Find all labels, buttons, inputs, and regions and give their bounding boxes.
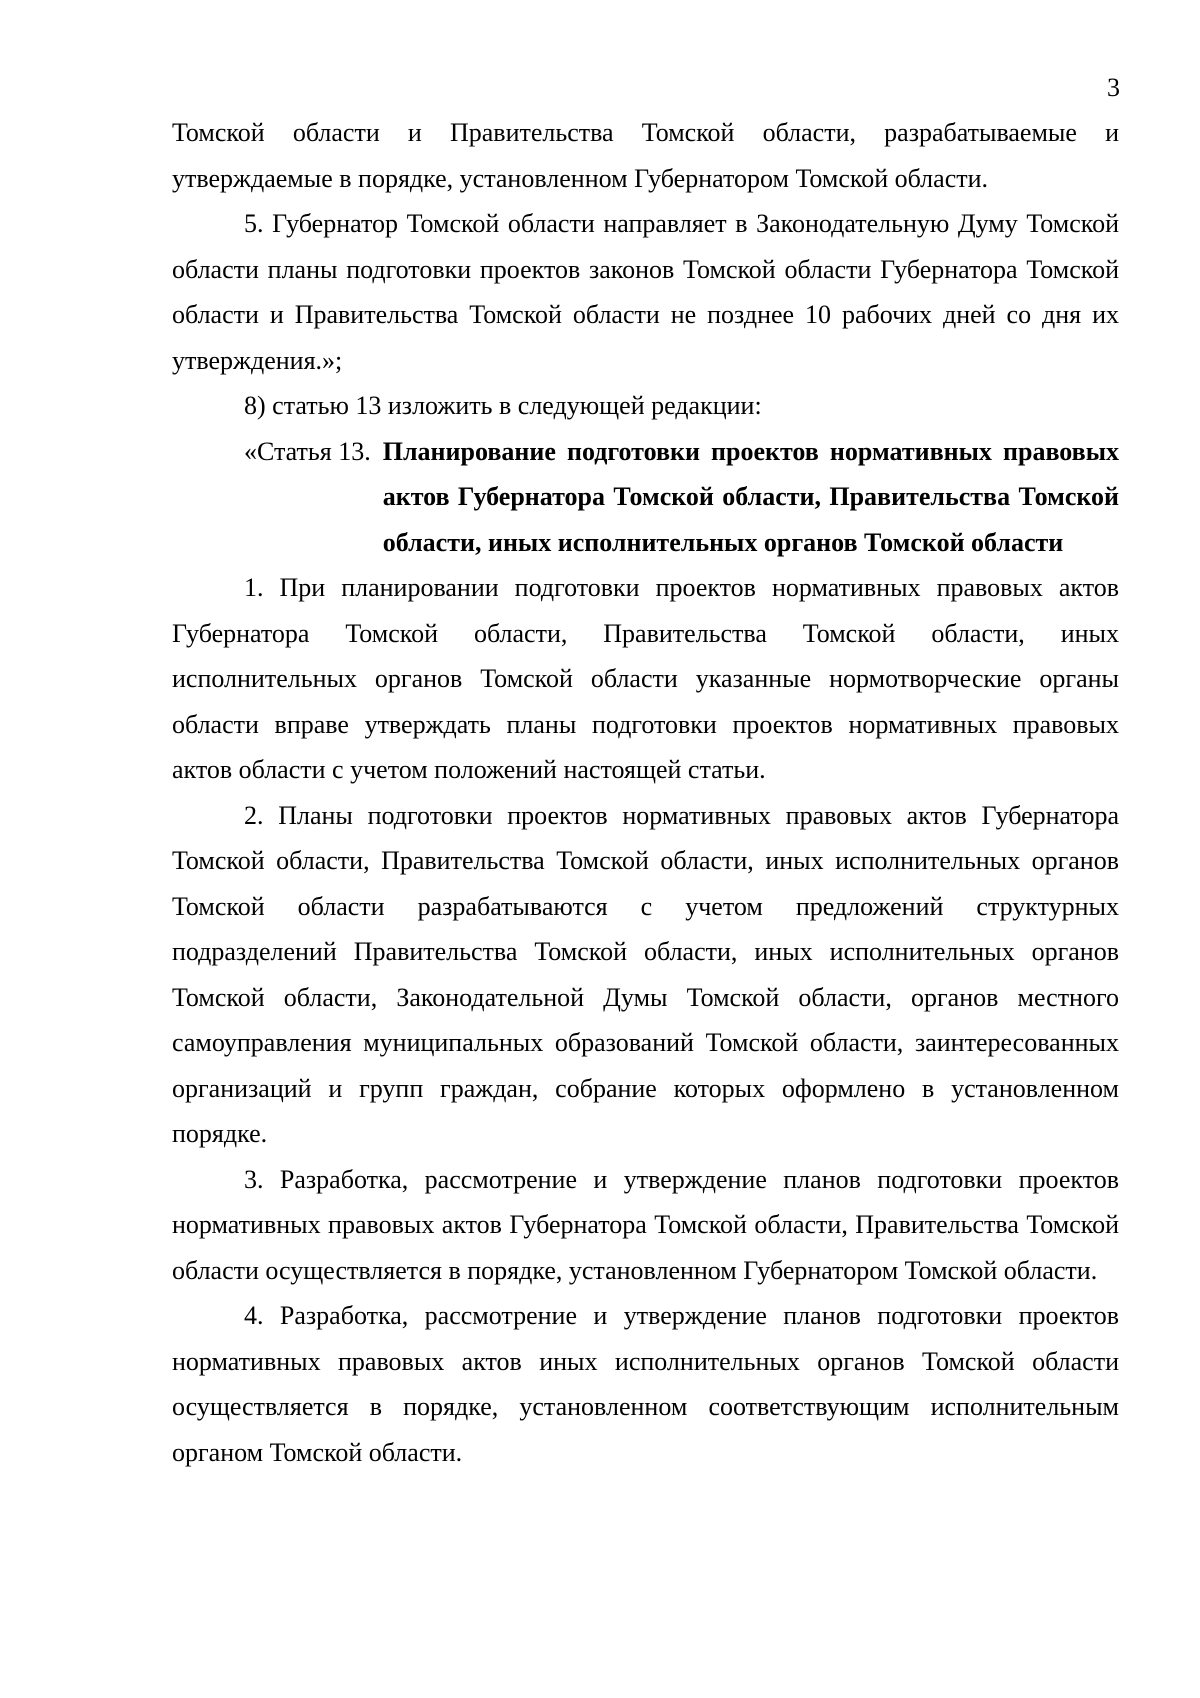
- paragraph-item-5: 5. Губернатор Томской области направляет в Законодательную Думу Томской области планы подготовки проектов законов Томской области Губернатора Томской области и Правительства Томской области не позднее 10 рабочих дней со дня их утверждения.»;: [172, 209, 1119, 375]
- article-heading: [172, 429, 1119, 566]
- article-paragraph-2: 2. Планы подготовки проектов нормативных правовых актов Губернатора Томской области, Правительства Томской области, иных исполнительных органов Томской области разрабатываются с учетом предложений структурных подразделений Правительства Томской области, иных исполнительных органов Томской области, Законодательной Думы Томской области, органов местного самоуправления муниципальных образований Томской области, заинтересованных организаций и групп граждан, собрание которых оформлено в установленном порядке.: [172, 800, 1119, 1148]
- article-paragraph-4: 4. Разработка, рассмотрение и утверждение планов подготовки проектов нормативных правовых актов иных исполнительных органов Томской области осуществляется в порядке, установленном соответствующим исполнительным органом Томской области.: [172, 1301, 1119, 1467]
- article-label: «Статья 13.: [244, 436, 371, 466]
- article-paragraph-1: 1. При планировании подготовки проектов нормативных правовых актов Губернатора Томской области, Правительства Томской области, иных исполнительных органов Томской области указанные нормотворческие органы области вправе утверждать планы подготовки проектов нормативных правовых актов области с учетом положений настоящей статьи.: [172, 573, 1119, 784]
- paragraph-continuation: Томской области и Правительства Томской области, разрабатываемые и утверждаемые в порядке, установленном Губернатором Томской области.: [172, 118, 1119, 193]
- article-title: Планирование подготовки проектов нормативных правовых актов Губернатора Томской области, Правительства Томской области, иных исполнительных органов Томской области: [382, 436, 1119, 557]
- article-paragraph-3: 3. Разработка, рассмотрение и утверждение планов подготовки проектов нормативных правовых актов Губернатора Томской области, Правительства Томской области осуществляется в порядке, установленном Губернатором Томской области.: [172, 1164, 1119, 1285]
- page-number: 3: [1107, 73, 1120, 102]
- paragraph-item-8: 8) статью 13 изложить в следующей редакции:: [244, 391, 762, 420]
- document-body: [172, 110, 1119, 1475]
